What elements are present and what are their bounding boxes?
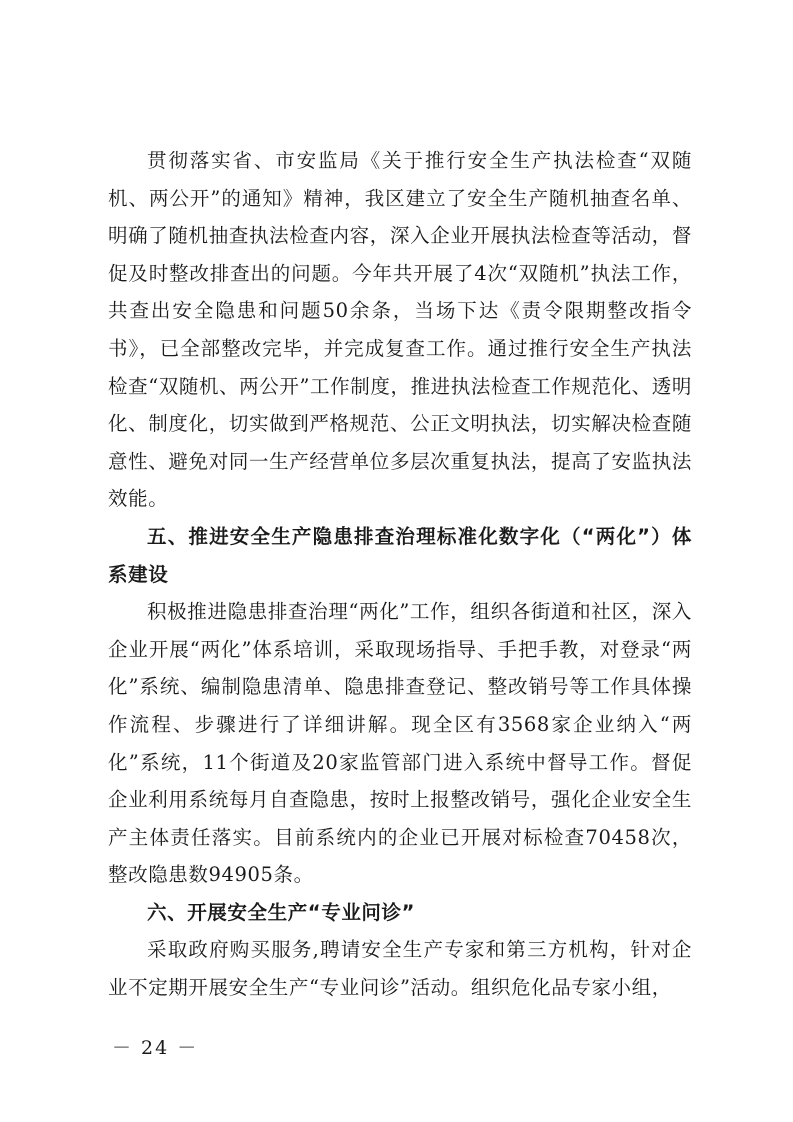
page-number: － 24 － (112, 1037, 199, 1059)
section-heading-5: 五、推进安全生产隐患排查治理标准化数字化（“两化”）体系建设 (108, 524, 692, 586)
body-paragraph: 采取政府购买服务,聘请安全生产专家和第三方机构，针对企业不定期开展安全生产“专业问诊”活动。组织危化品专家小组， (108, 938, 692, 1000)
body-paragraph: 贯彻落实省、市安监局《关于推行安全生产执法检查“双随机、两公开”的通知》精神，我区建立了安全生产随机抽查名单、明确了随机抽查执法检查内容，深入企业开展执法检查等活动，督促及时整改排查出的问题。今年共开展了4次“双随机”执法工作，共查出安全隐患和问题50余条，当场下达《责令限期整改指令书》，已全部整改完毕，并完成复查工作。通过推行安全生产执法检查“双随机、两公开”工作制度，推进执法检查工作规范化、透明化、制度化，切实做到严格规范、公正文明执法，切实解决检查随意性、避免对同一生产经营单位多层次重复执法，提高了安监执法效能。 (108, 149, 692, 511)
document-body (108, 142, 692, 1007)
section-heading-6: 六、开展安全生产“专业问诊” (147, 900, 416, 924)
body-paragraph: 积极推进隐患排查治理“两化”工作，组织各街道和社区，深入企业开展“两化”体系培训，采取现场指导、手把手教，对登录“两化”系统、编制隐患清单、隐患排查登记、整改销号等工作具体操作流程、步骤进行了详细讲解。现全区有3568家企业纳入“两化”系统，11个街道及20家监管部门进入系统中督导工作。督促企业利用系统每月自查隐患，按时上报整改销号，强化企业安全生产主体责任落实。目前系统内的企业已开展对标检查70458次，整改隐患数94905条。 (108, 600, 692, 887)
